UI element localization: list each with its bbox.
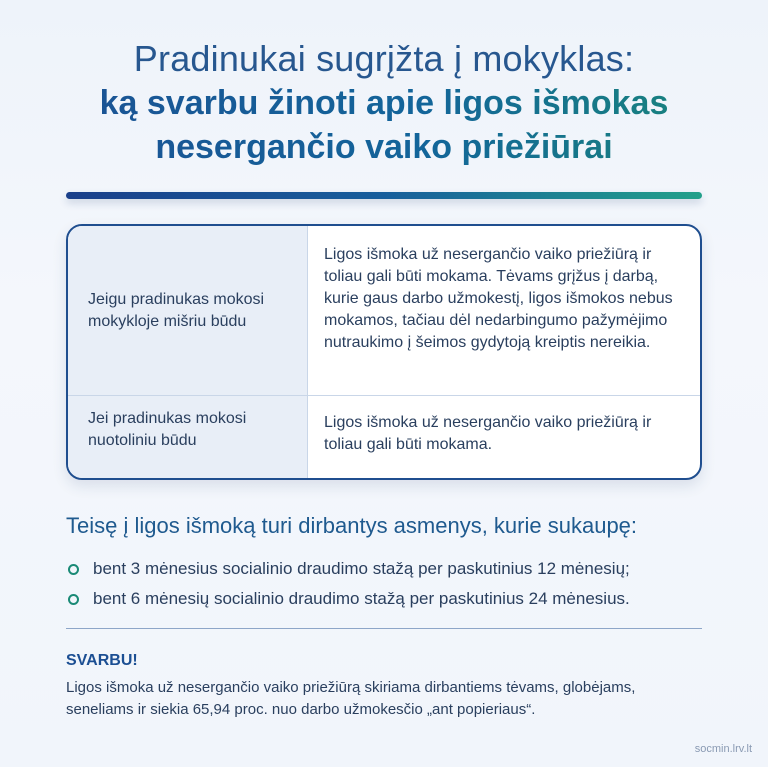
table-cell-info: Ligos išmoka už nesergančio vaiko priežiūrą ir toliau gali būti mokama. <box>324 414 652 453</box>
table-cell-condition: Jei pradinukas mokosi nuotoliniu būdu <box>68 396 308 480</box>
circle-bullet-icon <box>68 564 79 575</box>
list-item-text: bent 6 mėnesių socialinio draudimo stažą per paskutinius 24 mėnesius. <box>93 589 630 608</box>
table-row <box>68 396 700 480</box>
important-text: Ligos išmoka už nesergančio vaiko priežiūrą skiriama dirbantiems tėvams, globėjams, seneliams ir siekia 65,94 proc. nuo darbo užmokesčio „ant popieriaus“. <box>66 679 636 718</box>
page-title-line2: ką svarbu žinoti apie ligos išmokas <box>0 84 768 123</box>
list-item <box>66 589 630 609</box>
page-title-line3: nesergančio vaiko priežiūrai <box>0 128 768 167</box>
page-title-line1: Pradinukai sugrįžta į mokyklas: <box>133 38 635 79</box>
list-item <box>66 559 630 579</box>
table-cell-info: Ligos išmoka už nesergančio vaiko priežiūrą ir toliau gali būti mokama. Tėvams grįžus į darbą, kurie gaus darbo užmokestį, ligos išmokos nebus mokamos, tačiau dėl nedarbingumo pažymėjimo nutraukimo į šeimos gydytoją kreiptis nereikia. <box>324 246 673 351</box>
title-divider <box>66 192 702 199</box>
rights-heading: Teisę į ligos išmoką turi dirbantys asmenys, kurie sukaupę: <box>66 513 638 538</box>
list-item-text: bent 3 mėnesius socialinio draudimo stažą per paskutinius 12 mėnesių; <box>93 559 630 578</box>
source-link[interactable]: socmin.lrv.lt <box>694 743 752 755</box>
table-row <box>68 226 700 396</box>
info-table <box>66 224 702 480</box>
circle-bullet-icon <box>68 594 79 605</box>
section-divider <box>66 628 702 629</box>
table-cell-condition: Jeigu pradinukas mokosi mokykloje mišriu būdu <box>68 226 308 395</box>
important-label: SVARBU! <box>66 652 138 669</box>
